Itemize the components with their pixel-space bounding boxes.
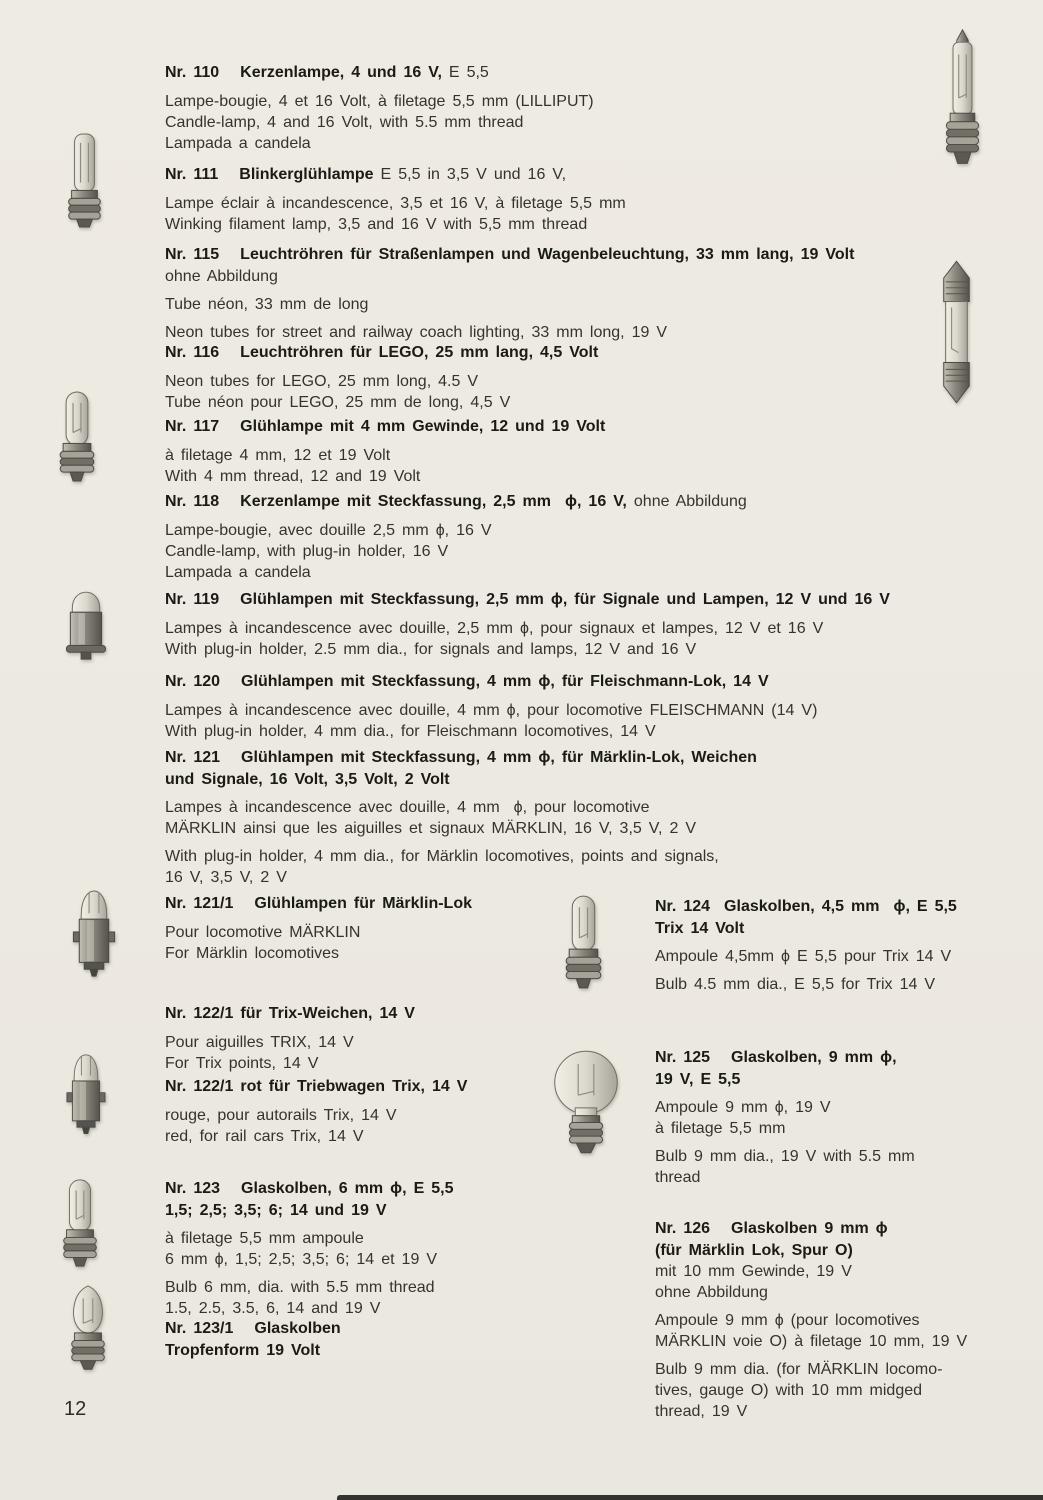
entry-nr-123-1	[165, 1318, 341, 1368]
bulb-illustration-121-1-bayonet	[66, 876, 122, 982]
entry-line-italian: Lampada a candela	[165, 564, 311, 581]
entry-title: Nr. 122/1 für Trix-Weichen, 14 V	[165, 1005, 415, 1022]
entry-title-line-2: (für Märklin Lok, Spur O)	[655, 1242, 853, 1259]
entry-nr-126	[655, 1218, 967, 1422]
entry-heading	[165, 589, 890, 611]
entry-title-line-2: Tropfenform 19 Volt	[165, 1342, 321, 1359]
entry-title-line-1: Nr. 125 Glaskolben, 9 mm ϕ,	[655, 1049, 897, 1066]
entry-nr-120	[165, 671, 817, 742]
entry-line-english-1: Bulb 9 mm dia., 19 V with 5.5 mm	[655, 1148, 915, 1165]
entry-line-french: Lampes à incandescence avec douille, 2,5 mm ϕ, pour signaux et lampes, 12 V et 16 V	[165, 620, 824, 637]
entry-line-english-2: thread	[655, 1169, 701, 1186]
entry-nr-111	[165, 164, 626, 235]
entry-line-french: à filetage 4 mm, 12 et 19 Volt	[165, 447, 391, 464]
entry-title-line-2: 19 V, E 5,5	[655, 1071, 741, 1088]
entry-line-english: With plug-in holder, 4 mm dia., for Fleischmann locomotives, 14 V	[165, 723, 656, 740]
entry-title-regular: E 5,5 in 3,5 V und 16 V,	[373, 166, 567, 183]
entry-line-english: With plug-in holder, 2.5 mm dia., for signals and lamps, 12 V and 16 V	[165, 641, 697, 658]
entry-line-english-1: Bulb 6 mm, dia. with 5.5 mm thread	[165, 1279, 435, 1296]
entry-heading	[165, 893, 472, 915]
entry-line-english: Candle-lamp, with plug-in holder, 16 V	[165, 543, 449, 560]
entry-title-line-1: Nr. 123 Glaskolben, 6 mm ϕ, E 5,5	[165, 1180, 454, 1197]
entry-line-french: Ampoule 4,5mm ϕ E 5,5 pour Trix 14 V	[655, 948, 952, 965]
entry-nr-122-1-rot	[165, 1076, 467, 1147]
entry-nr-118	[165, 491, 747, 583]
entry-title-line-1: Nr. 123/1 Glaskolben	[165, 1320, 341, 1337]
entry-line-french-2: MÄRKLIN voie O) à filetage 10 mm, 19 V	[655, 1333, 968, 1350]
bulb-illustration-122-1-bayonet	[57, 1041, 115, 1139]
entry-line-french: Pour aiguilles TRIX, 14 V	[165, 1034, 354, 1051]
entry-line-english-1: With plug-in holder, 4 mm dia., for Märklin locomotives, points and signals,	[165, 848, 719, 865]
entry-title: Nr. 122/1 rot für Triebwagen Trix, 14 V	[165, 1078, 468, 1095]
entry-line-english: Winking filament lamp, 3,5 and 16 V with 5,5 mm thread	[165, 216, 588, 233]
entry-heading	[165, 1178, 454, 1221]
entry-nr-122-1	[165, 1003, 415, 1074]
scan-edge-artifact	[337, 1495, 1043, 1500]
entry-line-english-1: Bulb 9 mm dia. (for MÄRKLIN locomo-	[655, 1361, 943, 1378]
entry-heading	[165, 747, 757, 790]
entry-line-english-2: 16 V, 3,5 V, 2 V	[165, 869, 287, 886]
entry-line-french: Lampe-bougie, 4 et 16 Volt, à filetage 5,5 mm (LILLIPUT)	[165, 93, 594, 110]
entry-note-no-illustration: ohne Abbildung	[655, 1284, 768, 1301]
entry-title	[165, 62, 594, 84]
entry-title	[165, 164, 626, 186]
entry-title: Nr. 116 Leuchtröhren für LEGO, 25 mm lang, 4,5 Volt	[165, 344, 599, 361]
entry-title: Nr. 119 Glühlampen mit Steckfassung, 2,5 mm ϕ, für Signale und Lampen, 12 V und 16 V	[165, 591, 890, 608]
entry-title-line-2: und Signale, 16 Volt, 3,5 Volt, 2 Volt	[165, 771, 450, 788]
bulb-illustration-117-small-threaded	[51, 389, 103, 486]
entry-line-english: For Märklin locomotives	[165, 945, 340, 962]
entry-line-french-2: 6 mm ϕ, 1,5; 2,5; 3,5; 6; 14 et 19 V	[165, 1251, 438, 1268]
entry-heading	[165, 1076, 467, 1098]
entry-line-english-3: thread, 19 V	[655, 1403, 748, 1420]
entry-line-english: With 4 mm thread, 12 and 19 Volt	[165, 468, 421, 485]
bulb-illustration-111-tubular-lamp	[58, 131, 111, 230]
entry-title: Nr. 121/1 Glühlampen für Märklin-Lok	[165, 895, 472, 912]
entry-heading	[655, 896, 957, 939]
entry-title-line-1: Nr. 121 Glühlampen mit Steckfassung, 4 mm ϕ, für Märklin-Lok, Weichen	[165, 749, 757, 766]
entry-heading	[165, 244, 854, 287]
entry-line-english: Neon tubes for street and railway coach lighting, 33 mm long, 19 V	[165, 324, 668, 341]
entry-heading	[165, 342, 598, 364]
entry-title	[165, 491, 747, 513]
entry-nr-117	[165, 416, 605, 487]
entry-title-line-1: Nr. 126 Glaskolben 9 mm ϕ	[655, 1220, 888, 1237]
entry-heading	[165, 1318, 341, 1361]
entry-line-french: Tube néon pour LEGO, 25 mm de long, 4,5 V	[165, 394, 511, 411]
entry-line-french-1: Ampoule 9 mm ϕ, 19 V	[655, 1099, 831, 1116]
entry-title-bold: Nr. 111 Blinkerglühlampe	[165, 166, 374, 183]
entry-line-english-2: 1.5, 2.5, 3.5, 6, 14 and 19 V	[165, 1300, 381, 1317]
bulb-illustration-125-globe	[545, 1047, 627, 1159]
entry-title-regular: ohne Abbildung	[626, 493, 747, 510]
entry-nr-121	[165, 747, 757, 888]
entry-line-french-2: MÄRKLIN ainsi que les aiguilles et signaux MÄRKLIN, 16 V, 3,5 V, 2 V	[165, 820, 697, 837]
entry-line-french-2: à filetage 5,5 mm	[655, 1120, 786, 1137]
bulb-illustration-123-round	[52, 1177, 108, 1271]
entry-line-english: Bulb 4.5 mm dia., E 5,5 for Trix 14 V	[655, 976, 936, 993]
entry-line-french: Pour locomotive MÄRKLIN	[165, 924, 361, 941]
entry-line-english: Candle-lamp, 4 and 16 Volt, with 5.5 mm thread	[165, 114, 524, 131]
entry-title-regular: E 5,5	[441, 64, 489, 81]
entry-title-bold: Nr. 118 Kerzenlampe mit Steckfassung, 2,5 mm ϕ, 16 V,	[165, 493, 627, 510]
entry-heading	[165, 1003, 415, 1025]
bulb-illustration-124-small-threaded	[557, 893, 610, 993]
entry-heading	[165, 416, 605, 438]
entry-line-french: rouge, pour autorails Trix, 14 V	[165, 1107, 397, 1124]
entry-nr-119	[165, 589, 890, 660]
entry-title: Nr. 120 Glühlampen mit Steckfassung, 4 mm ϕ, für Fleischmann-Lok, 14 V	[165, 673, 769, 690]
entry-nr-115	[165, 244, 854, 343]
entry-heading	[165, 62, 594, 84]
entry-subline-thread: mit 10 mm Gewinde, 19 V	[655, 1263, 852, 1280]
entry-nr-116	[165, 342, 598, 413]
bulb-illustration-119-plug-in	[58, 579, 114, 665]
entry-line-french: Lampes à incandescence avec douille, 4 mm ϕ, pour locomotive FLEISCHMANN (14 V)	[165, 702, 818, 719]
entry-line-english: red, for rail cars Trix, 14 V	[165, 1128, 364, 1145]
entry-nr-121-1	[165, 893, 472, 964]
entry-heading	[655, 1047, 915, 1090]
entry-note-no-illustration: ohne Abbildung	[165, 268, 278, 285]
entry-heading	[165, 164, 626, 186]
entry-title: Nr. 115 Leuchtröhren für Straßenlampen und Wagenbeleuchtung, 33 mm lang, 19 Volt	[165, 246, 855, 263]
entry-heading	[165, 671, 817, 693]
entry-title-bold: Nr. 110 Kerzenlampe, 4 und 16 V,	[165, 64, 442, 81]
entry-title-line-2: 1,5; 2,5; 3,5; 6; 14 und 19 V	[165, 1202, 387, 1219]
entry-title: Nr. 117 Glühlampe mit 4 mm Gewinde, 12 und 19 Volt	[165, 418, 606, 435]
entry-line-french-1: Ampoule 9 mm ϕ (pour locomotives	[655, 1312, 920, 1329]
entry-line-french: Lampe éclair à incandescence, 3,5 et 16 V, à filetage 5,5 mm	[165, 195, 626, 212]
entry-line-english-2: tives, gauge O) with 10 mm midged	[655, 1382, 923, 1399]
entry-line-french: Tube néon, 33 mm de long	[165, 296, 369, 313]
bulb-illustration-115-festoon-tube	[929, 258, 984, 406]
entry-heading	[165, 491, 747, 513]
entry-line-english: Neon tubes for LEGO, 25 mm long, 4.5 V	[165, 373, 479, 390]
entry-line-french-1: à filetage 5,5 mm ampoule	[165, 1230, 364, 1247]
entry-line-english: For Trix points, 14 V	[165, 1055, 319, 1072]
entry-line-italian: Lampada a candela	[165, 135, 311, 152]
entry-heading	[655, 1218, 967, 1303]
entry-nr-125	[655, 1047, 915, 1188]
entry-nr-123	[165, 1178, 454, 1319]
entry-line-french-1: Lampes à incandescence avec douille, 4 mm ϕ, pour locomotive	[165, 799, 650, 816]
entry-title-line-2: Trix 14 Volt	[655, 920, 745, 937]
bulb-illustration-110-candle-lamp	[934, 28, 991, 170]
page-number: 12	[64, 1398, 87, 1420]
entry-title-line-1: Nr. 124 Glaskolben, 4,5 mm ϕ, E 5,5	[655, 898, 957, 915]
bulb-illustration-123-1-teardrop	[60, 1283, 116, 1377]
entry-line-french: Lampe-bougie, avec douille 2,5 mm ϕ, 16 V	[165, 522, 492, 539]
entry-nr-110	[165, 62, 594, 154]
entry-nr-124	[655, 896, 957, 995]
